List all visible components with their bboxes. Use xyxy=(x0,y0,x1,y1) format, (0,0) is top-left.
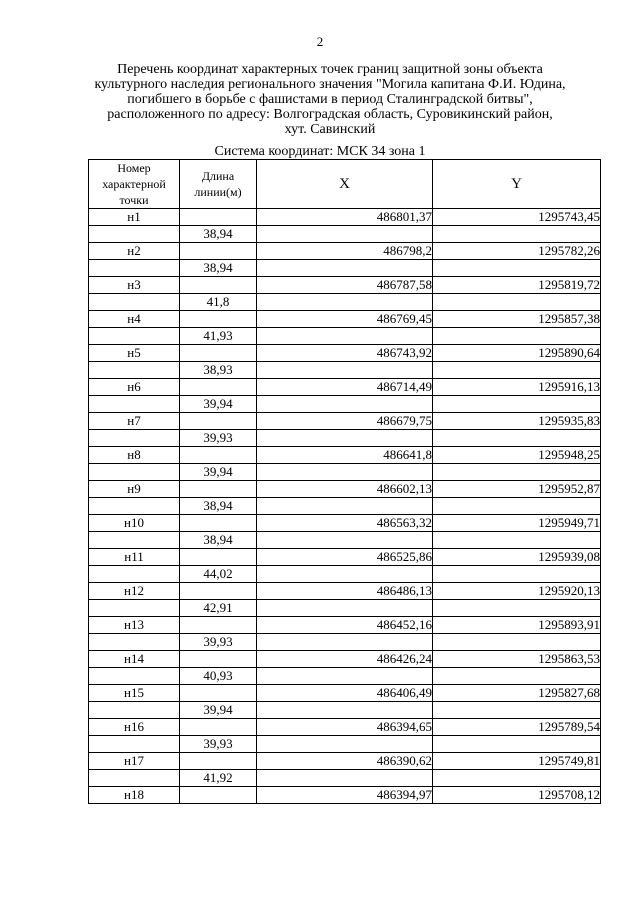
empty-cell xyxy=(89,498,180,515)
empty-cell xyxy=(433,532,601,549)
table-row xyxy=(89,719,601,736)
line-length-cell: 38,93 xyxy=(180,362,257,379)
point-name-cell: н13 xyxy=(89,617,180,634)
empty-cell xyxy=(180,651,257,668)
empty-cell xyxy=(89,736,180,753)
empty-cell xyxy=(433,396,601,413)
empty-cell xyxy=(180,413,257,430)
empty-cell xyxy=(180,719,257,736)
x-value-cell: 486602,13 xyxy=(257,481,433,498)
y-value-cell: 1295857,38 xyxy=(433,311,601,328)
table-row-length xyxy=(89,294,601,311)
header-length-line: Длина xyxy=(201,169,235,183)
empty-cell xyxy=(257,532,433,549)
table-row xyxy=(89,277,601,294)
table-row xyxy=(89,515,601,532)
empty-cell xyxy=(89,532,180,549)
header-point-number xyxy=(89,160,180,209)
table-row xyxy=(89,617,601,634)
title-line: хут. Савинский xyxy=(284,122,376,137)
empty-cell xyxy=(89,362,180,379)
header-length-line: линии(м) xyxy=(194,185,242,199)
empty-cell xyxy=(257,634,433,651)
empty-cell xyxy=(180,515,257,532)
x-value-cell: 486798,2 xyxy=(257,243,433,260)
empty-cell xyxy=(180,583,257,600)
x-value-cell: 486787,58 xyxy=(257,277,433,294)
empty-cell xyxy=(180,277,257,294)
y-value-cell: 1295893,91 xyxy=(433,617,601,634)
y-value-cell: 1295920,13 xyxy=(433,583,601,600)
empty-cell xyxy=(89,260,180,277)
empty-cell xyxy=(89,668,180,685)
point-name-cell: н12 xyxy=(89,583,180,600)
empty-cell xyxy=(257,362,433,379)
empty-cell xyxy=(180,617,257,634)
x-value-cell: 486679,75 xyxy=(257,413,433,430)
table-row xyxy=(89,379,601,396)
title-line: Перечень координат характерных точек границ защитной зоны объекта xyxy=(117,62,543,77)
empty-cell xyxy=(257,396,433,413)
y-value-cell: 1295789,54 xyxy=(433,719,601,736)
line-length-cell: 39,93 xyxy=(180,736,257,753)
empty-cell xyxy=(89,396,180,413)
empty-cell xyxy=(180,345,257,362)
empty-cell xyxy=(257,328,433,345)
x-value-cell: 486426,24 xyxy=(257,651,433,668)
table-row-length xyxy=(89,464,601,481)
line-length-cell: 41,92 xyxy=(180,770,257,787)
coordinate-system-label: Система координат: МСК 34 зона 1 xyxy=(214,144,426,159)
point-name-cell: н5 xyxy=(89,345,180,362)
line-length-cell: 42,91 xyxy=(180,600,257,617)
line-length-cell: 38,94 xyxy=(180,260,257,277)
y-value-cell: 1295948,25 xyxy=(433,447,601,464)
empty-cell xyxy=(180,243,257,260)
table-row-length xyxy=(89,226,601,243)
table-row-length xyxy=(89,600,601,617)
page-number: 2 xyxy=(316,34,324,49)
x-value-cell: 486714,49 xyxy=(257,379,433,396)
x-value-cell: 486525,86 xyxy=(257,549,433,566)
table-body xyxy=(89,209,601,804)
point-name-cell: н18 xyxy=(89,787,180,804)
empty-cell xyxy=(257,736,433,753)
y-value-cell: 1295708,12 xyxy=(433,787,601,804)
empty-cell xyxy=(433,498,601,515)
x-value-cell: 486769,45 xyxy=(257,311,433,328)
empty-cell xyxy=(89,600,180,617)
table-row-length xyxy=(89,770,601,787)
line-length-cell: 39,94 xyxy=(180,396,257,413)
empty-cell xyxy=(89,430,180,447)
table-row-length xyxy=(89,396,601,413)
y-value-cell: 1295827,68 xyxy=(433,685,601,702)
empty-cell xyxy=(433,430,601,447)
empty-cell xyxy=(89,566,180,583)
y-value-cell: 1295939,08 xyxy=(433,549,601,566)
x-value-cell: 486641,8 xyxy=(257,447,433,464)
empty-cell xyxy=(180,209,257,226)
table-row xyxy=(89,345,601,362)
table-row xyxy=(89,549,601,566)
document-title xyxy=(70,62,590,137)
empty-cell xyxy=(433,362,601,379)
empty-cell xyxy=(433,260,601,277)
line-length-cell: 39,94 xyxy=(180,464,257,481)
empty-cell xyxy=(89,328,180,345)
point-name-cell: н17 xyxy=(89,753,180,770)
empty-cell xyxy=(257,498,433,515)
empty-cell xyxy=(433,294,601,311)
point-name-cell: н14 xyxy=(89,651,180,668)
y-value-cell: 1295952,87 xyxy=(433,481,601,498)
x-value-cell: 486743,92 xyxy=(257,345,433,362)
title-line: культурного наследия регионального значения "Могила капитана Ф.И. Юдина, xyxy=(94,77,566,92)
empty-cell xyxy=(89,226,180,243)
empty-cell xyxy=(257,770,433,787)
empty-cell xyxy=(89,294,180,311)
table-row xyxy=(89,311,601,328)
x-value-cell: 486563,32 xyxy=(257,515,433,532)
header-line-length xyxy=(180,160,257,209)
table-row-length xyxy=(89,532,601,549)
coordinates-table xyxy=(88,159,601,804)
line-length-cell: 38,94 xyxy=(180,532,257,549)
empty-cell xyxy=(180,311,257,328)
table-row-length xyxy=(89,328,601,345)
line-length-cell: 39,93 xyxy=(180,634,257,651)
y-value-cell: 1295890,64 xyxy=(433,345,601,362)
line-length-cell: 38,94 xyxy=(180,226,257,243)
empty-cell xyxy=(433,328,601,345)
y-value-cell: 1295935,83 xyxy=(433,413,601,430)
x-value-cell: 486801,37 xyxy=(257,209,433,226)
line-length-cell: 39,93 xyxy=(180,430,257,447)
point-name-cell: н4 xyxy=(89,311,180,328)
empty-cell xyxy=(433,566,601,583)
line-length-cell: 38,94 xyxy=(180,498,257,515)
line-length-cell: 41,8 xyxy=(180,294,257,311)
x-value-cell: 486486,13 xyxy=(257,583,433,600)
empty-cell xyxy=(180,685,257,702)
empty-cell xyxy=(257,702,433,719)
y-value-cell: 1295782,26 xyxy=(433,243,601,260)
empty-cell xyxy=(180,447,257,464)
table-row xyxy=(89,209,601,226)
y-value-cell: 1295863,53 xyxy=(433,651,601,668)
header-y: Y xyxy=(433,160,601,209)
table-row xyxy=(89,243,601,260)
table-row xyxy=(89,447,601,464)
empty-cell xyxy=(180,379,257,396)
empty-cell xyxy=(89,770,180,787)
empty-cell xyxy=(257,260,433,277)
point-name-cell: н7 xyxy=(89,413,180,430)
line-length-cell: 41,93 xyxy=(180,328,257,345)
empty-cell xyxy=(433,226,601,243)
table-row xyxy=(89,583,601,600)
table-row-length xyxy=(89,362,601,379)
point-name-cell: н16 xyxy=(89,719,180,736)
empty-cell xyxy=(257,430,433,447)
line-length-cell: 39,94 xyxy=(180,702,257,719)
empty-cell xyxy=(257,464,433,481)
y-value-cell: 1295819,72 xyxy=(433,277,601,294)
table-row-length xyxy=(89,430,601,447)
empty-cell xyxy=(433,668,601,685)
point-name-cell: н8 xyxy=(89,447,180,464)
y-value-cell: 1295743,45 xyxy=(433,209,601,226)
empty-cell xyxy=(433,464,601,481)
point-name-cell: н3 xyxy=(89,277,180,294)
empty-cell xyxy=(257,566,433,583)
x-value-cell: 486394,65 xyxy=(257,719,433,736)
y-value-cell: 1295916,13 xyxy=(433,379,601,396)
table-row-length xyxy=(89,498,601,515)
point-name-cell: н6 xyxy=(89,379,180,396)
empty-cell xyxy=(433,702,601,719)
table-row-length xyxy=(89,702,601,719)
x-value-cell: 486452,16 xyxy=(257,617,433,634)
point-name-cell: н10 xyxy=(89,515,180,532)
table-row-length xyxy=(89,668,601,685)
empty-cell xyxy=(180,549,257,566)
table-row-length xyxy=(89,634,601,651)
table-row-length xyxy=(89,566,601,583)
line-length-cell: 44,02 xyxy=(180,566,257,583)
empty-cell xyxy=(433,736,601,753)
empty-cell xyxy=(89,702,180,719)
empty-cell xyxy=(180,753,257,770)
empty-cell xyxy=(89,634,180,651)
y-value-cell: 1295749,81 xyxy=(433,753,601,770)
x-value-cell: 486394,97 xyxy=(257,787,433,804)
empty-cell xyxy=(257,226,433,243)
point-name-cell: н15 xyxy=(89,685,180,702)
table-header-row xyxy=(89,160,601,209)
y-value-cell: 1295949,71 xyxy=(433,515,601,532)
x-value-cell: 486390,62 xyxy=(257,753,433,770)
header-x: X xyxy=(257,160,433,209)
empty-cell xyxy=(257,600,433,617)
title-line: расположенного по адресу: Волгоградская область, Суровикинский район, xyxy=(107,107,553,122)
empty-cell xyxy=(180,481,257,498)
table-row xyxy=(89,787,601,804)
header-point-line: точки xyxy=(119,193,149,207)
table-row-length xyxy=(89,736,601,753)
point-name-cell: н9 xyxy=(89,481,180,498)
table-row xyxy=(89,685,601,702)
empty-cell xyxy=(89,464,180,481)
header-point-line: характерной xyxy=(102,177,166,191)
empty-cell xyxy=(257,668,433,685)
empty-cell xyxy=(433,600,601,617)
point-name-cell: н2 xyxy=(89,243,180,260)
empty-cell xyxy=(433,770,601,787)
line-length-cell: 40,93 xyxy=(180,668,257,685)
point-name-cell: н11 xyxy=(89,549,180,566)
point-name-cell: н1 xyxy=(89,209,180,226)
table-row-length xyxy=(89,260,601,277)
table-row xyxy=(89,481,601,498)
empty-cell xyxy=(180,787,257,804)
empty-cell xyxy=(433,634,601,651)
table-row xyxy=(89,413,601,430)
x-value-cell: 486406,49 xyxy=(257,685,433,702)
empty-cell xyxy=(257,294,433,311)
header-point-line: Номер xyxy=(117,161,151,175)
title-line: погибшего в борьбе с фашистами в период Сталинградской битвы", xyxy=(127,92,533,107)
table-row xyxy=(89,753,601,770)
table-row xyxy=(89,651,601,668)
